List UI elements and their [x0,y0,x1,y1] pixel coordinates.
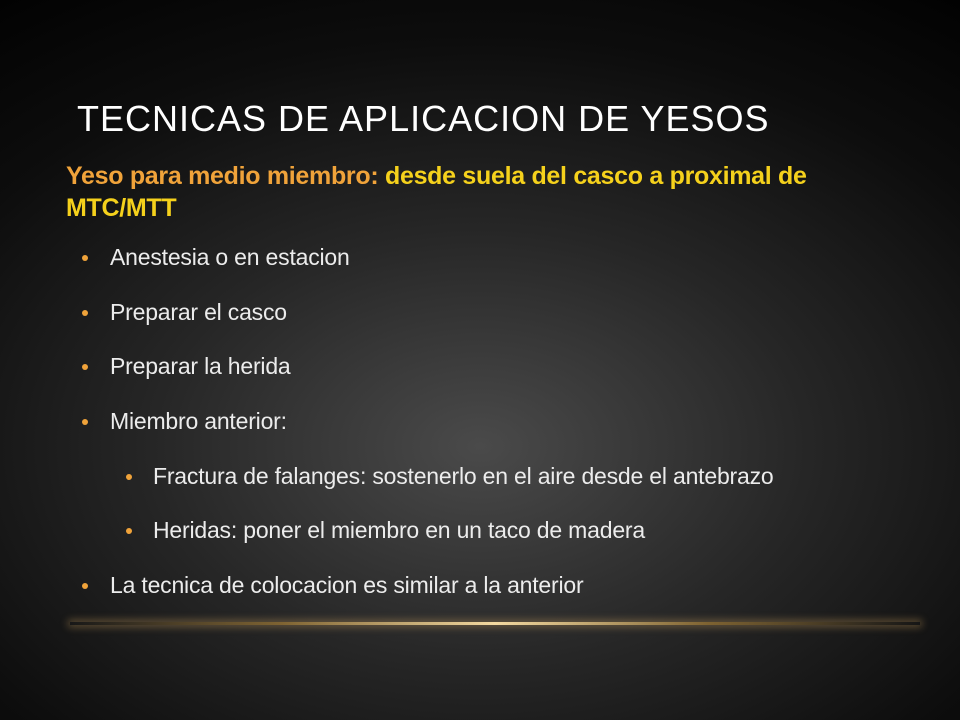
bullet-item [110,408,287,435]
bullet-dot-icon [82,255,88,261]
bullet-dot-icon [82,310,88,316]
subtitle-lead: Yeso para medio miembro: [66,162,379,190]
subtitle-rest: desde suela del casco a proximal de MTC/MTT [66,162,807,222]
bullet-item [110,572,583,599]
bullet-item [110,353,291,380]
bullet-dot-icon [82,419,88,425]
bullet-text: Preparar la herida [110,353,291,379]
bullet-text: Heridas: poner el miembro en un taco de madera [153,517,645,543]
bullet-dot-icon [82,364,88,370]
bullet-text: Fractura de falanges: sostenerlo en el aire desde el antebrazo [153,463,774,489]
glow-divider [70,622,920,625]
bullet-dot-icon [82,583,88,589]
bullet-subitem [153,517,645,544]
bullet-dot-icon [126,474,132,480]
bullet-item [110,244,350,271]
slide-title: TECNICAS DE APLICACION DE YESOS [77,98,770,139]
bullet-text: Preparar el casco [110,299,287,325]
bullet-item [110,299,287,326]
bullet-text: Miembro anterior: [110,408,287,434]
bullet-subitem [153,463,774,490]
bullet-text: Anestesia o en estacion [110,244,350,270]
bullet-dot-icon [126,528,132,534]
bullet-text: La tecnica de colocacion es similar a la anterior [110,572,584,598]
